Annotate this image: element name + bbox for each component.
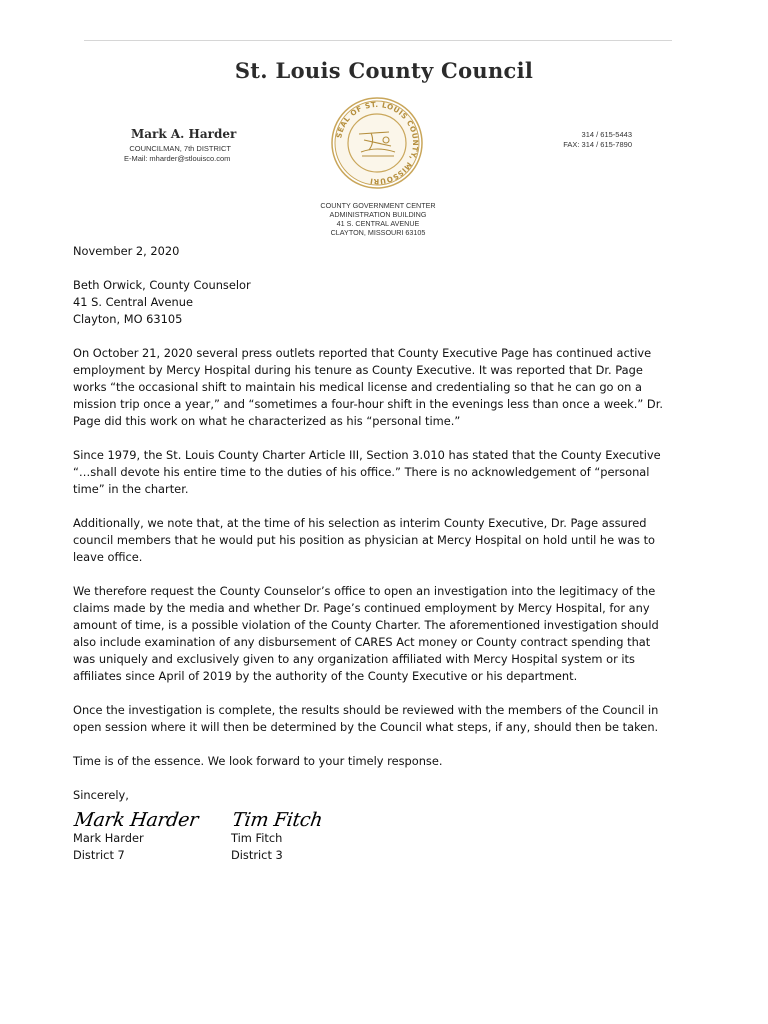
signer-name: Tim Fitch	[231, 831, 283, 845]
signer-name: Mark Harder	[73, 831, 144, 845]
seal-text: SEAL OF ST. LOUIS COUNTY, MISSOURI	[334, 99, 421, 187]
address-line: ADMINISTRATION BUILDING	[329, 210, 427, 219]
paragraph: Since 1979, the St. Louis County Charter Article III, Section 3.010 has stated that the County Executive “…shall devote his entire time to the duties of his office.” There is no acknowledgement of “personal time” in the charter.	[73, 448, 661, 496]
signer-district: District 3	[231, 848, 283, 862]
member-email: E-Mail: mharder@stlouisco.com	[124, 154, 231, 163]
phone-number: 314 / 615-5443	[581, 130, 632, 139]
signature-block	[230, 809, 324, 864]
member-role: COUNCILMAN, 7th DISTRICT	[129, 144, 231, 153]
letter-date: November 2, 2020	[73, 244, 180, 258]
member-name: Mark A. Harder	[131, 127, 237, 141]
fax-number: FAX: 314 / 615-7890	[563, 140, 632, 149]
address-line: 41 S. CENTRAL AVENUE	[336, 219, 420, 228]
member-info	[124, 128, 236, 164]
paragraph: On October 21, 2020 several press outlets reported that County Executive Page has continued active employment by Mercy Hospital during his tenure as County Executive. It was reported that Dr. Page works “the occasional shift to maintain his medical license and credentialing so that he can go on a mission trip once a year,” and “sometimes a four-hour shift in the evenings less than once a week.” Dr. Page did this work on what he characterized as his “personal time.”	[73, 346, 663, 428]
paragraph: Once the investigation is complete, the results should be reviewed with the members of the Council in open session where it will then be determined by the Council what steps, if any, should then be taken.	[73, 703, 659, 734]
address-line: CLAYTON, MISSOURI 63105	[330, 228, 426, 237]
signer-district: District 7	[73, 848, 125, 862]
top-divider	[84, 40, 672, 41]
paragraph: We therefore request the County Counselor’s office to open an investigation into the legitimacy of the claims made by the media and whether Dr. Page’s continued employment by Mercy Hospital, for any amount of time, is a possible violation of the County Charter. The aforementioned investigation should also include examination of any disbursement of CARES Act money or County contract spending that was uniquely and exclusively given to any organization affiliated with Mercy Hospital system or its affiliates since April of 2019 by the authority of the County Executive or his department.	[73, 584, 659, 683]
address-line: COUNTY GOVERNMENT CENTER	[320, 201, 436, 210]
recipient-block	[73, 277, 663, 328]
recipient-line: Beth Orwick, County Counselor	[73, 278, 251, 292]
closing: Sincerely,	[73, 788, 129, 802]
paragraph: Additionally, we note that, at the time of his selection as interim County Executive, Dr. Page assured council members that he would put his position as physician at Mercy Hospital on hold until he was to leave office.	[73, 516, 656, 564]
county-seal	[331, 96, 423, 190]
county-seal-icon	[331, 96, 423, 190]
council-address	[300, 201, 456, 237]
recipient-line: 41 S. Central Avenue	[73, 295, 194, 309]
recipient-line: Clayton, MO 63105	[73, 312, 183, 326]
signature-script: Tim Fitch	[230, 809, 324, 831]
signature-script: Mark Harder	[72, 809, 200, 831]
signature-row	[73, 810, 663, 880]
council-title: St. Louis County Council	[234, 58, 534, 83]
paragraph: Time is of the essence. We look forward to your timely response.	[73, 754, 443, 768]
contact-numbers	[560, 130, 632, 150]
signature-block	[72, 809, 200, 864]
letter-body	[73, 243, 663, 880]
